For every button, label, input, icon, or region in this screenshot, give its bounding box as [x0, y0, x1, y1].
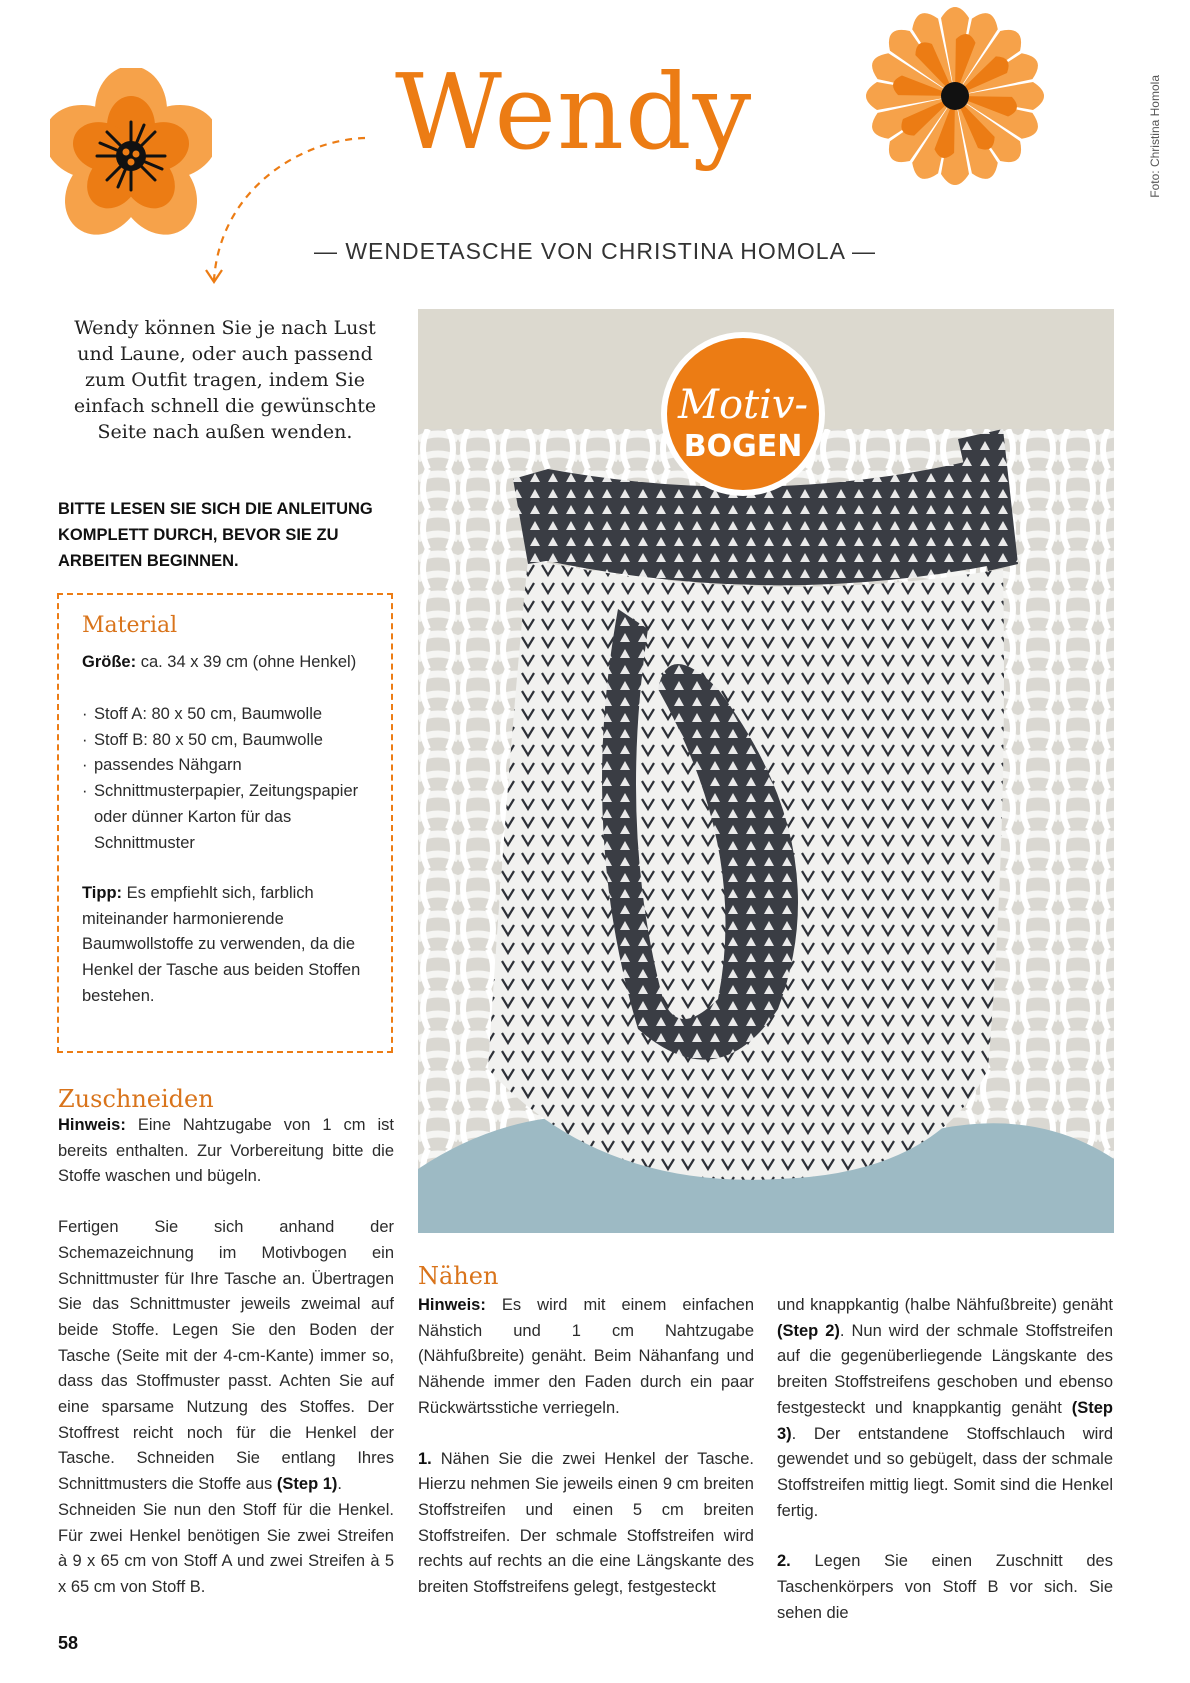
step-1-continued: und knappkantig (halbe Nähfußbreite) genäht (Step 2). Nun wird der schmale Stoffstreifen auf die gegenüberliegende Längskante des breiten Stoffstreifens geschoben und ebenso festgesteckt und knappkantig genäht (Step 3). Der entstandene Stoffschlauch wird gewendet und so gebügelt, dass der schmale Stoffstreifen mittig liegt. Somit sind die Henkel fertig.	[777, 1296, 1113, 1520]
note-label: Hinweis:	[418, 1296, 486, 1314]
list-item: · Schnittmusterpapier, Zeitungspapier oder dünner Karton für das Schnittmuster	[82, 779, 382, 856]
size-value: ca. 34 x 39 cm (ohne Henkel)	[140, 653, 357, 671]
tip-paragraph	[82, 881, 372, 1010]
size-label: Größe:	[82, 653, 137, 671]
material-heading: Material	[82, 613, 178, 638]
step-number: 1.	[418, 1449, 432, 1468]
step-1-paragraph: 1. Nähen Sie die zwei Henkel der Tasche. Hierzu nehmen Sie jeweils einen 9 cm breiten Stoffstreifen und einen 5 cm breiten Stoffstreifen. Der schmale Stoffstreifen wird rechts auf rechts an die eine Längskante des breiten Stoffstreifens gelegt, festgesteckt	[418, 1449, 754, 1597]
tip-label: Tipp:	[82, 884, 123, 902]
naehen-note: Hinweis: Es wird mit einem einfachen Nähstich und 1 cm Nahtzugabe (Nähfußbreite) genäht. Beim Nähanfang und Nähende immer den Faden durch ein paar Rückwärtsstiche verriegeln.	[418, 1296, 754, 1417]
flower-right-icon	[845, 0, 1065, 195]
step-ref: (Step 1)	[276, 1475, 338, 1494]
photo-credit: Foto: Christina Homola	[1148, 75, 1162, 198]
warning-text: BITTE LESEN SIE SICH DIE ANLEITUNG KOMPLETT DURCH, BEVOR SIE ZU ARBEITEN BEGINNEN.	[58, 500, 373, 570]
badge-line2: BOGEN	[683, 429, 803, 464]
size-line	[82, 650, 356, 676]
badge-line1: Motiv-	[677, 382, 809, 428]
zuschneiden-heading: Zuschneiden	[58, 1085, 214, 1113]
column-1	[58, 1113, 394, 1601]
tip-text: Es empfiehlt sich, farblich miteinander harmonierende Baumwollstoffe zu verwenden, da die Henkel der Tasche aus beiden Stoffen bestehen.	[82, 884, 361, 1005]
zuschneiden-para2: Schneiden Sie nun den Stoff für die Henkel. Für zwei Henkel benötigen Sie zwei Streifen à 9 x 65 cm von Stoff A und zwei Streifen à 5 x 65 cm von Stoff B.	[58, 1500, 394, 1596]
page-number: 58	[58, 1633, 79, 1653]
intro-text: Wendy können Sie je nach Lust und Laune, oder auch passend zum Outfit tragen, indem Sie einfach schnell die gewünschte Seite nach außen wenden.	[73, 317, 377, 443]
dashed-arrow-icon	[200, 130, 380, 290]
column-2	[418, 1293, 754, 1601]
page-title: Wendy	[395, 51, 753, 173]
step-number: 2.	[777, 1552, 791, 1571]
subtitle: — WENDETASCHE VON CHRISTINA HOMOLA —	[313, 238, 877, 264]
column-3	[777, 1293, 1113, 1626]
list-item: · Stoff B: 80 x 50 cm, Baumwolle	[82, 728, 382, 754]
list-item: · Stoff A: 80 x 50 cm, Baumwolle	[82, 702, 382, 728]
step-ref: (Step 2)	[777, 1321, 840, 1340]
motivbogen-badge	[659, 330, 827, 498]
step-2-paragraph: 2. Legen Sie einen Zuschnitt des Taschenkörpers von Stoff B vor sich. Sie sehen die	[777, 1552, 1113, 1622]
zuschneiden-note: Hinweis: Eine Nahtzugabe von 1 cm ist bereits enthalten. Zur Vorbereitung bitte die Stoffe waschen und bügeln.	[58, 1116, 394, 1186]
material-list	[82, 702, 382, 856]
zuschneiden-para1: Fertigen Sie sich anhand der Schemazeichnung im Motivbogen ein Schnittmuster für Ihre Tasche an. Übertragen Sie das Schnittmuster jeweils zweimal auf beide Stoffe. Legen Sie den Boden der Tasche (Seite mit der 4-cm-Kante) immer so, dass das Stoffmuster passt. Achten Sie auf eine sparsame Nutzung des Stoffes. Der Stoffrest reicht noch für die Henkel der Tasche. Schneiden Sie entlang Ihres Schnittmusters die Stoffe aus (Step 1).	[58, 1218, 394, 1494]
note-label: Hinweis:	[58, 1116, 126, 1134]
flower-left-icon	[50, 68, 212, 248]
naehen-heading: Nähen	[418, 1262, 499, 1290]
list-item: · passendes Nähgarn	[82, 753, 382, 779]
step-ref: (Step 3)	[777, 1398, 1113, 1443]
